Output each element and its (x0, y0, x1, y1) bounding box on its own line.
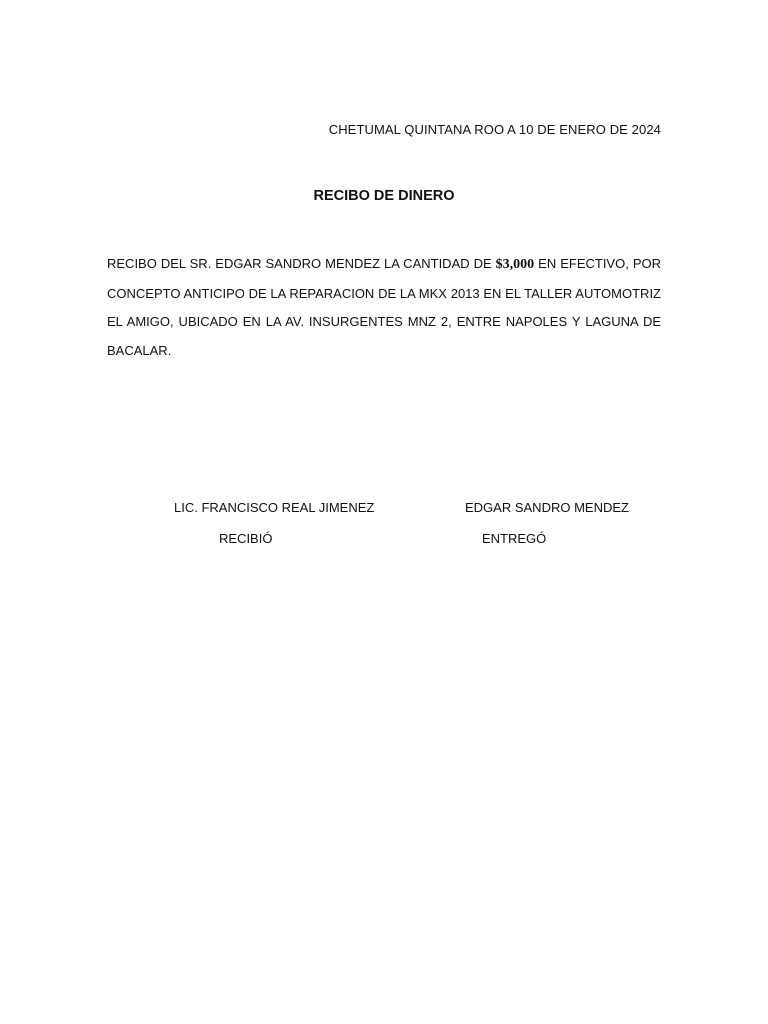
receiver-name: LIC. FRANCISCO REAL JIMENEZ (174, 500, 375, 515)
place-date: CHETUMAL QUINTANA ROO A 10 DE ENERO DE 2024 (328, 122, 661, 137)
amount: $3,000 (495, 257, 535, 272)
document-title: RECIBO DE DINERO (313, 188, 455, 204)
body-text-before-amount: RECIBO DEL SR. EDGAR SANDRO MENDEZ LA CANTIDAD DE (107, 256, 496, 271)
receipt-body (107, 250, 661, 365)
body-text-after-amount: EN EFECTIVO, POR CONCEPTO ANTICIPO DE LA REPARACION DE LA MKX 2013 EN EL TALLER AUTOMOTRIZ EL AMIGO, UBICADO EN LA AV. INSURGENTES MNZ 2, ENTRE NAPOLES Y LAGUNA DE BACALAR. (107, 256, 661, 358)
receiver-role: RECIBIÓ (219, 531, 273, 546)
giver-role: ENTREGÓ (482, 531, 547, 546)
giver-name: EDGAR SANDRO MENDEZ (465, 500, 629, 515)
